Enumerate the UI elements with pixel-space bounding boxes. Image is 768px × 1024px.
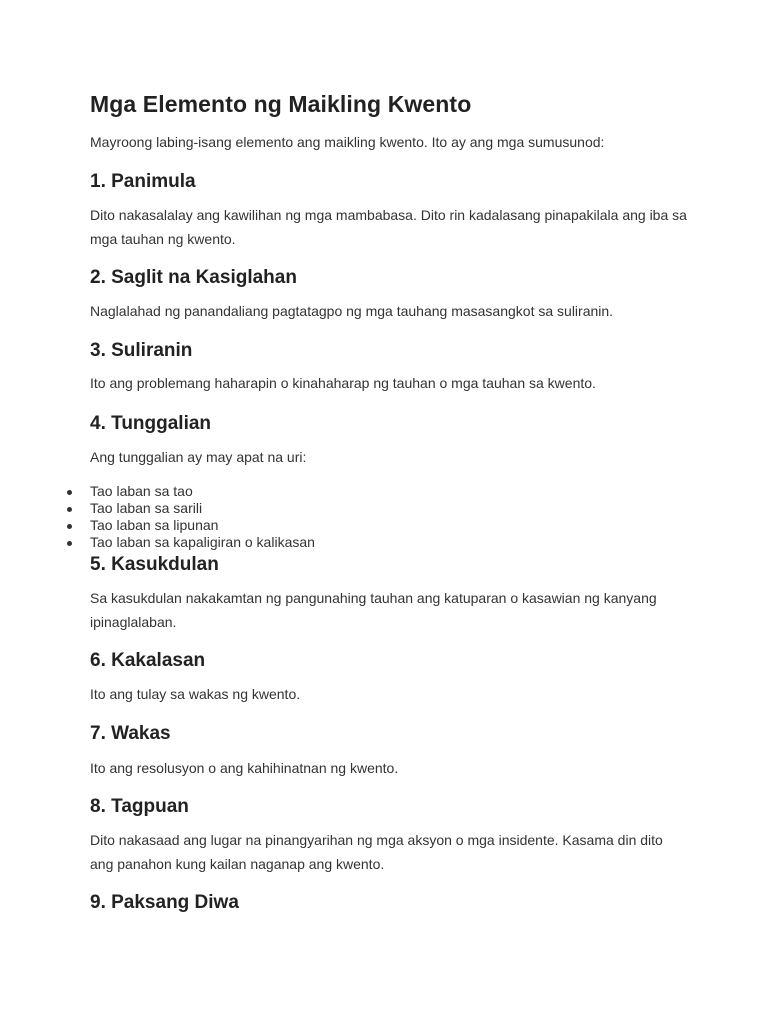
section-heading-kakalasan: 6. Kakalasan bbox=[90, 650, 206, 671]
section-heading-paksang-diwa: 9. Paksang Diwa bbox=[90, 892, 239, 913]
bullet-dot-icon bbox=[67, 507, 72, 512]
section-text-tunggalian: Ang tunggalian ay may apat na uri: bbox=[90, 449, 307, 465]
section-heading-tagpuan: 8. Tagpuan bbox=[90, 796, 189, 817]
section-text-kasukdulan: Sa kasukdulan nakakamtan ng pangunahing tauhan ang katuparan o kasawian ng kanyang ipinaglalaban. bbox=[90, 590, 657, 630]
section-text-saglit-na-kasiglahan: Naglalahad ng panandaliang pagtatagpo ng mga tauhang masasangkot sa suliranin. bbox=[90, 303, 614, 319]
list-item-text: Tao laban sa sarili bbox=[90, 500, 203, 516]
bullet-dot-icon bbox=[67, 490, 72, 495]
section-text-panimula: Dito nakasalalay ang kawilihan ng mga mambabasa. Dito rin kadalasang pinapakilala ang iba sa mga tauhan ng kwento. bbox=[90, 207, 687, 247]
intro-paragraph: Mayroong labing-isang elemento ang maikling kwento. Ito ay ang mga sumusunod: bbox=[90, 134, 605, 150]
section-heading-wakas: 7. Wakas bbox=[90, 723, 171, 744]
section-text-kakalasan: Ito ang tulay sa wakas ng kwento. bbox=[90, 686, 301, 702]
list-item-text: Tao laban sa tao bbox=[90, 483, 193, 499]
section-text-suliranin: Ito ang problemang haharapin o kinahaharap ng tauhan o mga tauhan sa kwento. bbox=[90, 375, 596, 391]
section-heading-tunggalian: 4. Tunggalian bbox=[90, 413, 212, 434]
list-item-text: Tao laban sa kapaligiran o kalikasan bbox=[90, 534, 315, 550]
tunggalian-types-list bbox=[0, 483, 315, 551]
section-heading-panimula: 1. Panimula bbox=[90, 171, 196, 192]
page-title: Mga Elemento ng Maikling Kwento bbox=[90, 91, 472, 117]
section-heading-saglit-na-kasiglahan: 2. Saglit na Kasiglahan bbox=[90, 267, 297, 288]
section-text-wakas: Ito ang resolusyon o ang kahihinatnan ng kwento. bbox=[90, 760, 399, 776]
list-item bbox=[0, 483, 315, 500]
bullet-dot-icon bbox=[67, 524, 72, 529]
list-item bbox=[0, 534, 315, 551]
section-heading-suliranin: 3. Suliranin bbox=[90, 340, 193, 361]
list-item-text: Tao laban sa lipunan bbox=[90, 517, 219, 533]
section-text-tagpuan: Dito nakasaad ang lugar na pinangyarihan ng mga aksyon o mga insidente. Kasama din dito ang panahon kung kailan naganap ang kwento. bbox=[90, 832, 663, 872]
bullet-dot-icon bbox=[67, 541, 72, 546]
list-item bbox=[0, 517, 315, 534]
section-heading-kasukdulan: 5. Kasukdulan bbox=[90, 554, 219, 575]
list-item bbox=[0, 500, 315, 517]
